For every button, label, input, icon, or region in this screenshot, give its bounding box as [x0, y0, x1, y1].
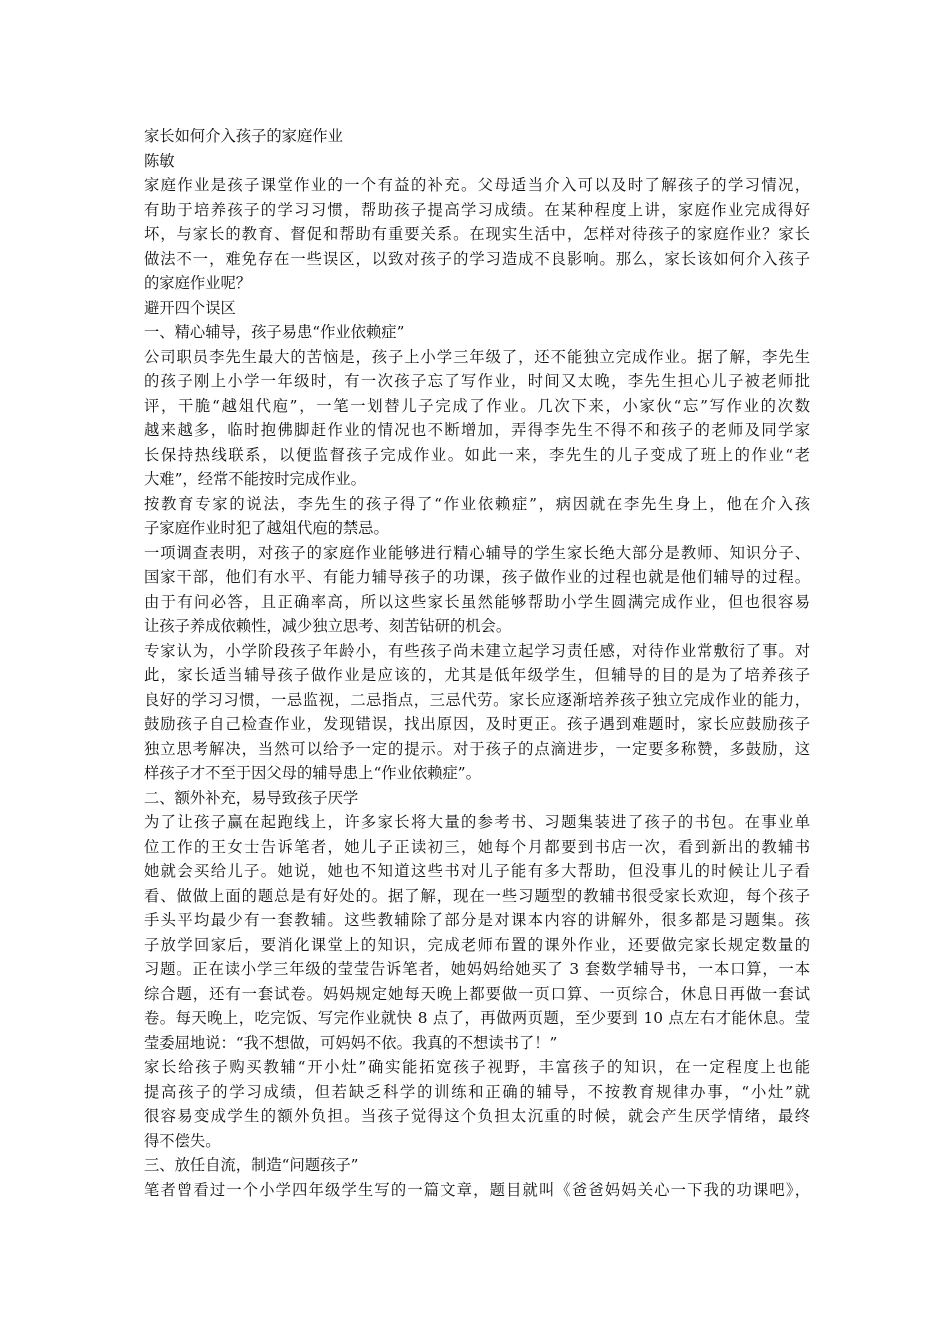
text-line: 做法不一，难免存在一些误区，以致对孩子的学习造成不良影响。那么，家长该如何介入孩子	[144, 249, 810, 268]
text-line: 专家认为，小学阶段孩子年龄小，有些孩子尚未建立起学习责任感，对待作业常敷衍了事。对	[144, 641, 810, 660]
text-line: 避开四个误区	[144, 298, 236, 317]
text-line: 很容易变成学生的额外负担。当孩子觉得这个负担太沉重的时候，就会产生厌学情绪，最终	[144, 1107, 810, 1125]
document-title: 家长如何介入孩子的家庭作业	[144, 127, 343, 145]
text-line: 位工作的王女士告诉笔者，她儿子正读初三，她每个月都要到书店一次，看到新出的教辅书	[144, 837, 810, 856]
text-line: 习题。正在读小学三年级的莹莹告诉笔者，她妈妈给她买了 3 套数学辅导书，一本口算，一本	[144, 960, 810, 978]
document-page	[144, 124, 810, 1202]
text-line: 长保持热线联系，以便监督孩子完成作业。如此一来，李先生的儿子变成了班上的作业“老	[144, 445, 810, 464]
text-line: 评，干脆“越俎代庖”，一笔一划替儿子完成了作业。几次下来，小家伙“忘”写作业的次数	[144, 396, 810, 415]
text-line: 莹委屈地说：“我不想做，可妈妈不依。我真的不想读书了！”	[144, 1033, 558, 1052]
document-body	[144, 173, 810, 1202]
text-line: 独立思考解决，当然可以给予一定的提示。对于孩子的点滴进步，一定要多称赞，多鼓励，这	[144, 739, 810, 758]
text-line: 国家干部，他们有水平、有能力辅导孩子的功课，孩子做作业的过程也就是他们辅导的过程。	[144, 568, 810, 586]
text-line: 的家庭作业呢？	[144, 274, 252, 292]
text-line: 综合题，还有一套试卷。妈妈规定她每天晚上都要做一页口算、一页综合，休息日再做一套试	[144, 984, 810, 1003]
text-line: 按教育专家的说法，李先生的孩子得了“作业依赖症”，病因就在李先生身上，他在介入孩	[144, 494, 810, 513]
text-line: 手头平均最少有一套教辅。这些教辅除了部分是对课本内容的讲解外，很多都是习题集。孩	[144, 911, 810, 929]
text-line: 看、做做上面的题总是有好处的。据了解，现在一些习题型的教辅书很受家长欢迎，每个孩子	[144, 886, 810, 905]
text-line: 子放学回家后，要消化课堂上的知识，完成老师布置的课外作业，还要做完家长规定数量的	[144, 935, 810, 954]
text-line: 一项调查表明，对孩子的家庭作业能够进行精心辅导的学生家长绝大部分是教师、知识分子、	[144, 543, 810, 562]
text-line: 一、精心辅导，孩子易患“作业依赖症”	[144, 323, 405, 341]
text-line: 鼓励孩子自己检查作业，发现错误，找出原因，及时更正。孩子遇到难题时，家长应鼓励孩子	[144, 715, 810, 733]
text-line: 提高孩子的学习成绩，但若缺乏科学的训练和正确的辅导，不按教育规律办事，“小灶”就	[144, 1082, 810, 1101]
text-line: 子家庭作业时犯了越俎代庖的禁忌。	[144, 519, 389, 537]
text-line: 笔者曾看过一个小学四年级学生写的一篇文章，题目就叫《爸爸妈妈关心一下我的功课吧》，	[144, 1180, 810, 1199]
document-author: 陈敏	[144, 151, 175, 170]
text-line: 公司职员李先生最大的苦恼是，孩子上小学三年级了，还不能独立完成作业。据了解，李先生	[144, 347, 810, 366]
text-line: 良好的学习习惯，一忌监视，二忌指点，三忌代劳。家长应逐渐培养孩子独立完成作业的能力，	[144, 690, 810, 709]
text-line: 卷。每天晚上，吃完饭、写完作业就快 8 点了，再做两页题，至少要到 10 点左右才能休息。莹	[144, 1009, 810, 1027]
text-line: 的孩子刚上小学一年级时，有一次孩子忘了写作业，时间又太晚，李先生担心儿子被老师批	[144, 372, 810, 390]
text-line: 样孩子才不至于因父母的辅导患上“作业依赖症”。	[144, 764, 481, 782]
text-line: 三、放任自流，制造“问题孩子”	[144, 1156, 359, 1174]
text-line: 为了让孩子赢在起跑线上，许多家长将大量的参考书、习题集装进了孩子的书包。在事业单	[144, 813, 810, 831]
text-line: 她就会买给儿子。她说，她也不知道这些书对儿子能有多大帮助，但没事儿的时候让儿子看	[144, 862, 810, 880]
text-line: 越来越多，临时抱佛脚赶作业的情况也不断增加，弄得李先生不得不和孩子的老师及同学家	[144, 421, 810, 439]
text-line: 家庭作业是孩子课堂作业的一个有益的补充。父母适当介入可以及时了解孩子的学习情况，	[144, 176, 810, 194]
text-line: 坏，与家长的教育、督促和帮助有重要关系。在现实生活中，怎样对待孩子的家庭作业？家长	[144, 225, 810, 243]
text-line: 此，家长适当辅导孩子做作业是应该的，尤其是低年级学生，但辅导的目的是为了培养孩子	[144, 666, 810, 684]
text-line: 让孩子养成依赖性，减少独立思考、刻苦钻研的机会。	[144, 617, 512, 635]
text-line: 家长给孩子购买教辅“开小灶”确实能拓宽孩子视野，丰富孩子的知识，在一定程度上也能	[144, 1058, 810, 1076]
text-line: 得不偿失。	[144, 1131, 221, 1150]
text-line: 二、额外补充，易导致孩子厌学	[144, 788, 359, 807]
text-line: 由于有问必答，且正确率高，所以这些家长虽然能够帮助小学生圆满完成作业，但也很容易	[144, 592, 810, 611]
text-line: 大难”，经常不能按时完成作业。	[144, 470, 366, 488]
text-line: 有助于培养孩子的学习习惯，帮助孩子提高学习成绩。在某种程度上讲，家庭作业完成得好	[144, 200, 810, 219]
